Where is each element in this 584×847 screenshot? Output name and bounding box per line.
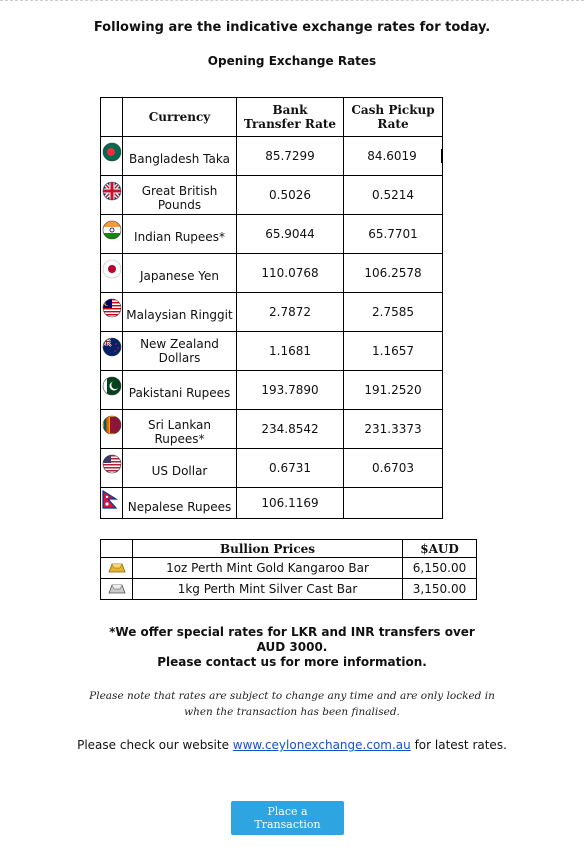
silver-bar-icon <box>107 582 127 596</box>
currency-header: Currency <box>123 98 237 137</box>
table-row <box>101 215 443 254</box>
bullion-name: 1kg Perth Mint Silver Cast Bar <box>133 579 403 600</box>
flag-cell <box>101 410 123 449</box>
page-headline: Following are the indicative exchange rates for today. <box>93 20 491 35</box>
table-row <box>101 410 443 449</box>
bank-transfer-rate: 0.6731 <box>237 449 344 488</box>
currency-name: Bangladesh Taka <box>123 137 237 176</box>
bullion-price: 3,150.00 <box>403 579 477 600</box>
bullion-prices-table <box>100 539 477 600</box>
pakistan-flag-icon <box>102 376 122 396</box>
sri-lanka-flag-icon <box>102 415 122 435</box>
gold-bar-icon <box>107 561 127 575</box>
rates-subheading: Opening Exchange Rates <box>207 54 377 68</box>
rates-disclaimer: Please note that rates are subject to change any time and are only locked in when the transaction has been finalised. <box>89 690 495 718</box>
currency-name: US Dollar <box>123 449 237 488</box>
special-line-2: AUD 3000. <box>256 640 328 654</box>
bullion-icon-cell <box>101 579 133 600</box>
aud-header: $AUD <box>403 540 477 558</box>
currency-name: Japanese Yen <box>123 254 237 293</box>
cash-pickup-rate: 2.7585 <box>344 293 443 332</box>
cash-pickup-rate: 0.6703 <box>344 449 443 488</box>
flag-cell <box>101 332 123 371</box>
malaysia-flag-icon <box>102 298 122 318</box>
table-row <box>101 371 443 410</box>
website-prefix: Please check our website <box>77 738 233 752</box>
bullion-prices-header: Bullion Prices <box>133 540 403 558</box>
flag-cell <box>101 371 123 410</box>
bangladesh-flag-icon <box>102 142 122 162</box>
currency-name: Indian Rupees* <box>123 215 237 254</box>
currency-name: Sri Lankan Rupees* <box>123 410 237 449</box>
bank-transfer-rate: 85.7299 <box>237 137 344 176</box>
table-row <box>101 176 443 215</box>
cash-pickup-header: Cash Pickup Rate <box>344 98 443 137</box>
new-zealand-flag-icon <box>102 337 122 357</box>
bank-transfer-rate: 106.1169 <box>237 488 344 519</box>
flag-cell <box>101 176 123 215</box>
table-row <box>101 137 443 176</box>
cash-pickup-rate: 65.7701 <box>344 215 443 254</box>
table-row <box>101 449 443 488</box>
cash-pickup-rate: 191.2520 <box>344 371 443 410</box>
bank-transfer-rate: 234.8542 <box>237 410 344 449</box>
bank-transfer-rate: 0.5026 <box>237 176 344 215</box>
flag-cell <box>101 254 123 293</box>
table-row <box>101 558 477 579</box>
special-line-3: Please contact us for more information. <box>157 655 427 669</box>
website-suffix: for latest rates. <box>410 738 507 752</box>
bank-transfer-rate: 110.0768 <box>237 254 344 293</box>
cash-pickup-rate: 0.5214 <box>344 176 443 215</box>
bullion-icon-header <box>101 540 133 558</box>
flag-cell <box>101 488 123 519</box>
flag-cell <box>101 215 123 254</box>
flag-cell <box>101 137 123 176</box>
exchange-rates-table <box>100 97 443 519</box>
rates-header-row <box>101 98 443 137</box>
currency-name: Malaysian Ringgit <box>123 293 237 332</box>
bullion-header-row <box>101 540 477 558</box>
bank-transfer-rate: 65.9044 <box>237 215 344 254</box>
table-row <box>101 332 443 371</box>
website-notice <box>0 738 584 752</box>
place-transaction-button[interactable]: Place a Transaction <box>231 801 344 835</box>
bullion-name: 1oz Perth Mint Gold Kangaroo Bar <box>133 558 403 579</box>
table-row <box>101 579 477 600</box>
bullion-price: 6,150.00 <box>403 558 477 579</box>
uk-flag-icon <box>102 181 122 201</box>
cash-pickup-rate: 231.3373 <box>344 410 443 449</box>
currency-name: New Zealand Dollars <box>123 332 237 371</box>
flag-cell <box>101 293 123 332</box>
bank-transfer-rate: 1.1681 <box>237 332 344 371</box>
currency-name: Pakistani Rupees <box>123 371 237 410</box>
top-divider <box>0 0 584 1</box>
flag-header <box>101 98 123 137</box>
bank-transfer-header: Bank Transfer Rate <box>237 98 344 137</box>
japan-flag-icon <box>102 259 122 279</box>
table-row <box>101 293 443 332</box>
cash-pickup-rate: 1.1657 <box>344 332 443 371</box>
us-flag-icon <box>102 454 122 474</box>
currency-name: Nepalese Rupees <box>123 488 237 519</box>
cash-pickup-rate[interactable]: 84.6019 <box>344 137 443 176</box>
bullion-icon-cell <box>101 558 133 579</box>
table-row <box>101 254 443 293</box>
special-line-1: *We offer special rates for LKR and INR transfers over <box>109 625 475 639</box>
special-rates-notice <box>0 625 584 670</box>
cash-pickup-rate: 106.2578 <box>344 254 443 293</box>
india-flag-icon <box>102 220 122 240</box>
nepal-flag-icon <box>102 490 122 510</box>
flag-cell <box>101 449 123 488</box>
currency-name: Great British Pounds <box>123 176 237 215</box>
table-row <box>101 488 443 519</box>
cash-pickup-rate <box>344 488 443 519</box>
bank-transfer-rate: 193.7890 <box>237 371 344 410</box>
website-link[interactable]: www.ceylonexchange.com.au <box>232 738 411 752</box>
bank-transfer-rate: 2.7872 <box>237 293 344 332</box>
